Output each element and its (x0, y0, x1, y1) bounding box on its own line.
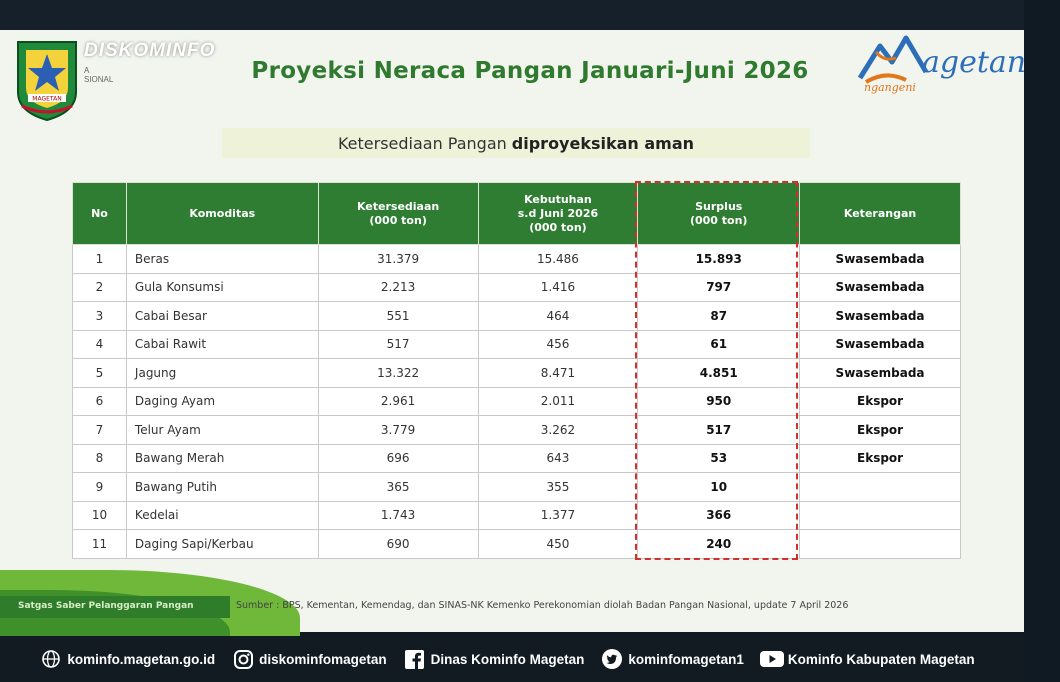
cell-no: 1 (73, 245, 127, 274)
table-row (73, 330, 961, 359)
cell-ketersediaan: 517 (318, 330, 478, 359)
subtitle-normal: Ketersediaan Pangan (337, 133, 507, 153)
footer-item-youtube[interactable] (762, 649, 975, 669)
footer-item-instagram[interactable] (233, 649, 387, 669)
cell-kebutuhan: 1.377 (478, 501, 638, 530)
cell-no: 11 (73, 530, 127, 559)
cell-keterangan: Swasembada (800, 359, 961, 388)
cell-komoditas: Cabai Rawit (126, 330, 318, 359)
cell-kebutuhan: 2.011 (478, 387, 638, 416)
slide-title: Proyeksi Neraca Pangan Januari-Juni 2026 (251, 58, 809, 84)
table-body (73, 245, 961, 559)
header-no: No (73, 183, 127, 245)
cell-komoditas: Bawang Putih (126, 473, 318, 502)
cell-keterangan: Ekspor (800, 416, 961, 445)
cell-surplus: 10 (638, 473, 800, 502)
cell-komoditas: Cabai Besar (126, 302, 318, 331)
instagram-icon (233, 649, 253, 669)
logo-right-sub: ngangeni (864, 81, 916, 94)
cell-surplus: 53 (638, 444, 800, 473)
satgas-tag: Satgas Saber Pelanggaran Pangan (0, 596, 230, 618)
cell-kebutuhan: 355 (478, 473, 638, 502)
cell-no: 8 (73, 444, 127, 473)
cell-keterangan: Ekspor (800, 444, 961, 473)
cell-surplus: 4.851 (638, 359, 800, 388)
footer-item-twitter[interactable] (602, 649, 744, 669)
cell-kebutuhan: 450 (478, 530, 638, 559)
cell-surplus: 87 (638, 302, 800, 331)
cell-no: 6 (73, 387, 127, 416)
cell-komoditas: Beras (126, 245, 318, 274)
presentation-slide (0, 30, 1027, 632)
table-row (73, 444, 961, 473)
logo-right-text: agetan (922, 45, 1027, 80)
cell-keterangan (800, 473, 961, 502)
cell-no: 10 (73, 501, 127, 530)
cell-komoditas: Kedelai (126, 501, 318, 530)
header-ketersediaan: Ketersediaan (000 ton) (318, 183, 478, 245)
header-kebutuhan: Kebutuhan s.d Juni 2026 (000 ton) (478, 183, 638, 245)
cell-kebutuhan: 464 (478, 302, 638, 331)
cell-ketersediaan: 1.743 (318, 501, 478, 530)
cell-no: 2 (73, 273, 127, 302)
cell-no: 3 (73, 302, 127, 331)
cell-surplus: 797 (638, 273, 800, 302)
cell-keterangan: Swasembada (800, 245, 961, 274)
header-surplus: Surplus (000 ton) (638, 183, 800, 245)
cell-ketersediaan: 2.213 (318, 273, 478, 302)
cell-no: 7 (73, 416, 127, 445)
cell-komoditas: Telur Ayam (126, 416, 318, 445)
cell-ketersediaan: 365 (318, 473, 478, 502)
table-row (73, 530, 961, 559)
cell-komoditas: Daging Sapi/Kerbau (126, 530, 318, 559)
table-header-row (73, 183, 961, 245)
emblem-label: MAGETAN (32, 95, 62, 103)
cell-kebutuhan: 15.486 (478, 245, 638, 274)
subtitle-bold: diproyeksikan aman (511, 133, 695, 153)
cell-ketersediaan: 690 (318, 530, 478, 559)
table-row (73, 416, 961, 445)
cell-surplus: 366 (638, 501, 800, 530)
cell-komoditas: Gula Konsumsi (126, 273, 318, 302)
footer-label: kominfomagetan1 (628, 651, 744, 667)
cell-kebutuhan: 456 (478, 330, 638, 359)
cell-ketersediaan: 31.379 (318, 245, 478, 274)
cell-keterangan: Swasembada (800, 330, 961, 359)
table-row (73, 359, 961, 388)
cell-kebutuhan: 3.262 (478, 416, 638, 445)
cell-no: 4 (73, 330, 127, 359)
table-row (73, 501, 961, 530)
source-note: Sumber : BPS, Kementan, Kemendag, dan SINAS-NK Kemenko Perekonomian diolah Badan Pangan Nasional, update 7 April 2026 (236, 600, 849, 611)
subtitle-banner (222, 128, 810, 158)
header-keterangan: Keterangan (800, 183, 961, 245)
footer-item-facebook[interactable] (405, 649, 585, 669)
brand-subtext: A SIONAL (84, 66, 114, 84)
cell-ketersediaan: 3.779 (318, 416, 478, 445)
table-row (73, 302, 961, 331)
cell-no: 9 (73, 473, 127, 502)
footer-label: Kominfo Kabupaten Magetan (787, 651, 975, 667)
cell-komoditas: Daging Ayam (126, 387, 318, 416)
cell-no: 5 (73, 359, 127, 388)
globe-icon (41, 649, 61, 669)
cell-ketersediaan: 13.322 (318, 359, 478, 388)
food-balance-table (72, 182, 961, 559)
cell-keterangan (800, 501, 961, 530)
cell-surplus: 15.893 (638, 245, 800, 274)
footer-label: diskominfomagetan (259, 651, 387, 667)
cell-keterangan: Swasembada (800, 302, 961, 331)
cell-surplus: 517 (638, 416, 800, 445)
cell-komoditas: Bawang Merah (126, 444, 318, 473)
table-row (73, 273, 961, 302)
header-komoditas: Komoditas (126, 183, 318, 245)
cell-kebutuhan: 643 (478, 444, 638, 473)
cell-keterangan: Swasembada (800, 273, 961, 302)
table-row (73, 387, 961, 416)
table-row (73, 473, 961, 502)
cell-ketersediaan: 2.961 (318, 387, 478, 416)
youtube-icon (762, 649, 782, 669)
cell-komoditas: Jagung (126, 359, 318, 388)
cell-surplus: 950 (638, 387, 800, 416)
cell-surplus: 61 (638, 330, 800, 359)
cell-ketersediaan: 696 (318, 444, 478, 473)
table-row (73, 245, 961, 274)
footer-label: kominfo.magetan.go.id (67, 651, 216, 667)
footer-bar (0, 636, 1024, 682)
cell-ketersediaan: 551 (318, 302, 478, 331)
cell-keterangan (800, 530, 961, 559)
cell-kebutuhan: 1.416 (478, 273, 638, 302)
cell-surplus: 240 (638, 530, 800, 559)
diskominfo-brand: DISKOMINFO (84, 40, 216, 61)
footer-item-website[interactable] (41, 649, 215, 669)
facebook-icon (405, 649, 425, 669)
cell-keterangan: Ekspor (800, 387, 961, 416)
twitter-icon (602, 649, 622, 669)
cell-kebutuhan: 8.471 (478, 359, 638, 388)
footer-label: Dinas Kominfo Magetan (430, 651, 585, 667)
